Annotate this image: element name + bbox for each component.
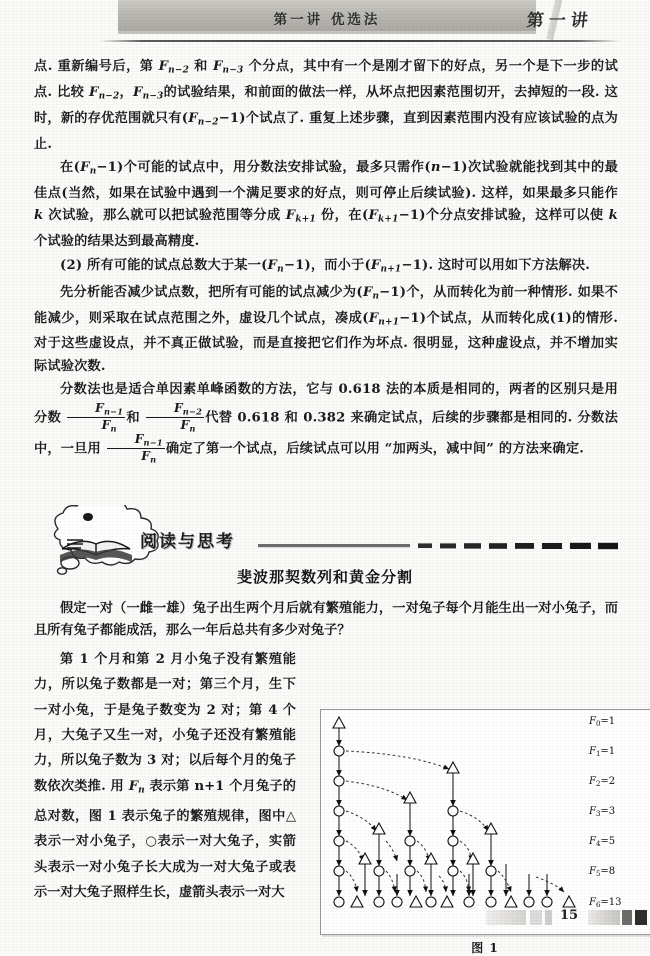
- math-F-n-b: $F_n$: [267, 257, 284, 275]
- figure-row-labels: [588, 716, 622, 909]
- footer-chip-5: [622, 910, 632, 925]
- math-F-n-3: $F_{n-3}$: [212, 59, 244, 76]
- svg-text:F2=2: $F_2=2$: [589, 775, 616, 788]
- math-F-n-2c: $F_{n-2}$: [188, 110, 219, 128]
- math-F-n: $F_n$: [80, 160, 97, 177]
- page-number: 15: [559, 908, 579, 923]
- node-row-1: [334, 746, 344, 756]
- svg-text:F5=8: $F_5=8$: [589, 865, 616, 878]
- paragraph-3: (2) 所有可能的试点总数大于某一$(F_n-1)$，而小于$(F_{n+1}-1)$. 这时可以用如下方法解决.: [60, 257, 591, 275]
- main-text: [34, 56, 618, 465]
- fibonacci-tree-svg: [321, 710, 650, 934]
- page-title: 第一讲 优选法: [273, 12, 381, 28]
- banner-dash-rule: [258, 540, 618, 552]
- page-footer: [0, 906, 650, 932]
- fraction-Fn1-over-Fn: $\frac{F_{n-1}}{F_n}$: [67, 402, 125, 433]
- math-F-n-2: $F_{n-2}$: [158, 59, 190, 76]
- figure-fibonacci-tree: [320, 709, 650, 935]
- fraction-Fn2-over-Fn: $\frac{F_{n-2}}{F_n}$: [146, 402, 204, 433]
- svg-text:F3=3: $F_3=3$: [589, 805, 616, 818]
- math-k-1: k: [34, 208, 44, 224]
- footer-chip-4: [588, 910, 620, 925]
- paragraph-5: 分数法也是适合单因素单峰函数的方法，它与 0.618 法的本质是相同的，两者的区别只是用分数 $\frac{F_{n-1}}{F_n}$ 和 $\frac{F_{n-2}}{F_n}$ 代替 0.618 和 0.382 来确定试点，后续的步骤都是相同的. 分数法中，一旦用 $\frac{F_{n-1}}{F_n}$ 确定了第一个试点，后续试点可以用 “加两头，减中间” 的方法来确定.: [34, 382, 618, 464]
- node-row-4: [334, 823, 497, 846]
- solid-growth-arrows: [339, 728, 506, 896]
- svg-text:F4=5: $F_4=5$: [589, 835, 616, 848]
- section-lead-paragraph: 假定一对（一雌一雄）兔子出生两个月后就有繁殖能力，一对兔子每个月能生出一对小兔子，而且所有兔子都能成活，那么一年后总共有多少对兔子？: [34, 601, 618, 639]
- running-header: [0, 0, 650, 46]
- math-F-k-1: $F_{k+1}$: [285, 208, 316, 225]
- section-title: 斐波那契数列和黄金分割: [236, 568, 413, 586]
- math-k-2: k: [608, 208, 618, 224]
- math-n: n: [430, 160, 441, 176]
- svg-text:F1=1: $F_1=1$: [589, 745, 616, 758]
- node-row-3: [334, 792, 458, 816]
- banner-label: 阅读与思考: [140, 532, 235, 552]
- node-row-5: [334, 853, 496, 876]
- header-divider: [100, 40, 620, 42]
- math-F-n-2b: $F_{n-2}$: [89, 84, 120, 102]
- footer-chip-1: [486, 910, 526, 925]
- math-F-n-d: $F_n$: [128, 778, 145, 796]
- math-F-k-1b: $F_{k+1}$: [368, 208, 399, 225]
- footer-chip-2: [530, 910, 542, 925]
- reading-banner: [40, 505, 618, 575]
- footer-chip-3: [545, 910, 552, 925]
- math-F-n-3b: $F_{n-3}$: [133, 84, 164, 102]
- chapter-tab: 第一讲: [525, 10, 594, 31]
- paragraph-1: 点. 重新编号后，第 $F_{n-2}$ 和 $F_{n-3}$ 个分点，其中有一个是刚才留下的好点，另一个是下一步的试点. 比较 $F_{n-2}$，$F_{n-3}$的试验结果，和前面的做法一样，从坏点把因素范围切开，去掉短的一段. 这时，新的存优范围就只有$(F_{n-2}-1)$个试点了. 重复上述步骤，直到因素范围内没有应该试验的点为止.: [34, 59, 618, 152]
- svg-text:F6=13: $F_6=13$: [589, 896, 622, 909]
- figure-caption: 图 1: [471, 940, 499, 955]
- svg-text:F0=1: $F_0=1$: [589, 715, 616, 728]
- left-column-paragraph: 第 1 个月和第 2 月小兔子没有繁殖能力，所以兔子数都是一对；第三个月，生下一对小兔，于是兔子数变为 2 对；第 4 个月，大兔子又生一对，小兔子还没有繁殖能力，所以兔子数为 3 对；以后每个月的兔子数依次类推. 用 $F_n$ 表示第 n+1 个月兔子的总对数，图 1 表示兔子的繁殖规律，图中△表示一对小兔子，○表示一对大兔子，实箭头表示一对小兔子长大成为一对大兔子或表示一对大兔子照样生长，虚箭头表示一对大: [34, 651, 296, 900]
- fraction-Fn1-over-Fn-b: $\frac{F_{n-1}}{F_n}$: [107, 433, 165, 464]
- math-F-n-plus-1: $F_{n+1}$: [370, 257, 402, 275]
- math-F-n-plus-1b: $F_{n+1}$: [368, 310, 400, 328]
- paragraph-2: 在$(F_n-1)$个可能的试点中，用分数法安排试验，最多只需作(n−1)次试验就能找到其中的最佳点(当然，如果在试验中遇到一个满足要求的好点，则可停止后续试验). 这样，如果最多只能作 k 次试验，那么就可以把试验范围等分成 $F_{k+1}$ 份，在$(F_{k+1}-1)$个分点安排试验，这样可以使 k 个试验的结果达到最高精度.: [34, 160, 619, 250]
- node-row-0: [333, 717, 345, 728]
- footer-chip-6: [635, 910, 647, 925]
- math-F-n-c: $F_n$: [362, 284, 380, 302]
- paragraph-4: 先分析能否减少试点数，把所有可能的试点减少为$(F_n-1)$个，从而转化为前一种情形. 如果不能减少，则采取在试点范围之外，虚设几个试点，凑成$(F_{n+1}-1)$个试点，从而转化成(1)的情形. 对于这些虚设点，并不真正做试验，而是直接把它们作为坏点. 很明显，这种虚设点，并不增加实际试验次数.: [34, 284, 618, 374]
